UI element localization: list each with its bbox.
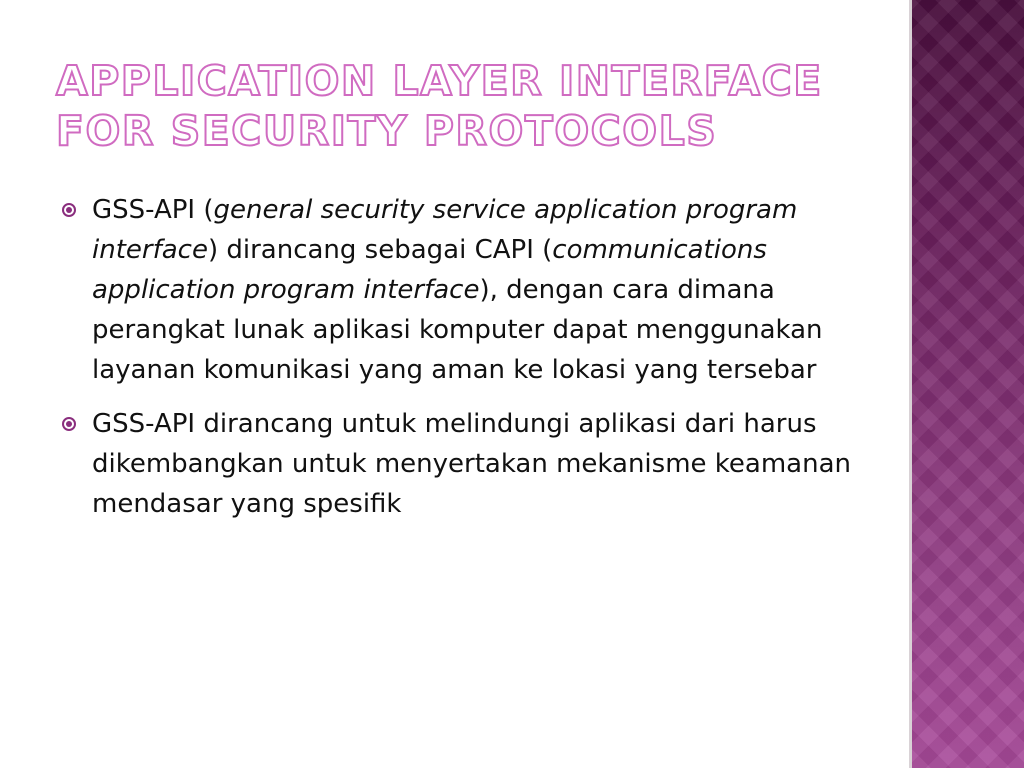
circled-dot-bullet-icon: [62, 417, 76, 431]
bullet-text-part: ), dengan cara dimana perangkat lunak aplikasi komputer dapat menggunakan layanan komunikasi yang aman ke lokasi yang tersebar: [92, 275, 823, 385]
bullet-list: [62, 190, 862, 538]
bullet-text-italic: communications application program interface: [92, 235, 767, 305]
bullet-text-part: GSS-API (: [92, 195, 214, 225]
bullet-text-part: GSS-API dirancang untuk melindungi aplikasi dari harus dikembangkan untuk menyertakan mekanisme keamanan mendasar yang spesifik: [92, 409, 852, 519]
slide-title: [56, 56, 896, 156]
bullet-text: [92, 195, 823, 385]
bullet-text-italic: general security service application program interface: [92, 195, 798, 265]
circled-dot-bullet-icon: [62, 203, 76, 217]
bullet-text: [92, 409, 851, 519]
bullet-text-part: ) dirancang sebagai CAPI (: [207, 235, 553, 265]
bullet-item-gss-api-definition: [62, 190, 862, 390]
bullet-item-gss-api-purpose: [62, 404, 862, 524]
decorative-side-panel: [912, 0, 1024, 768]
title-line-2: FOR SECURITY PROTOCOLS: [56, 107, 718, 155]
title-line-1: APPLICATION LAYER INTERFACE: [56, 57, 823, 105]
